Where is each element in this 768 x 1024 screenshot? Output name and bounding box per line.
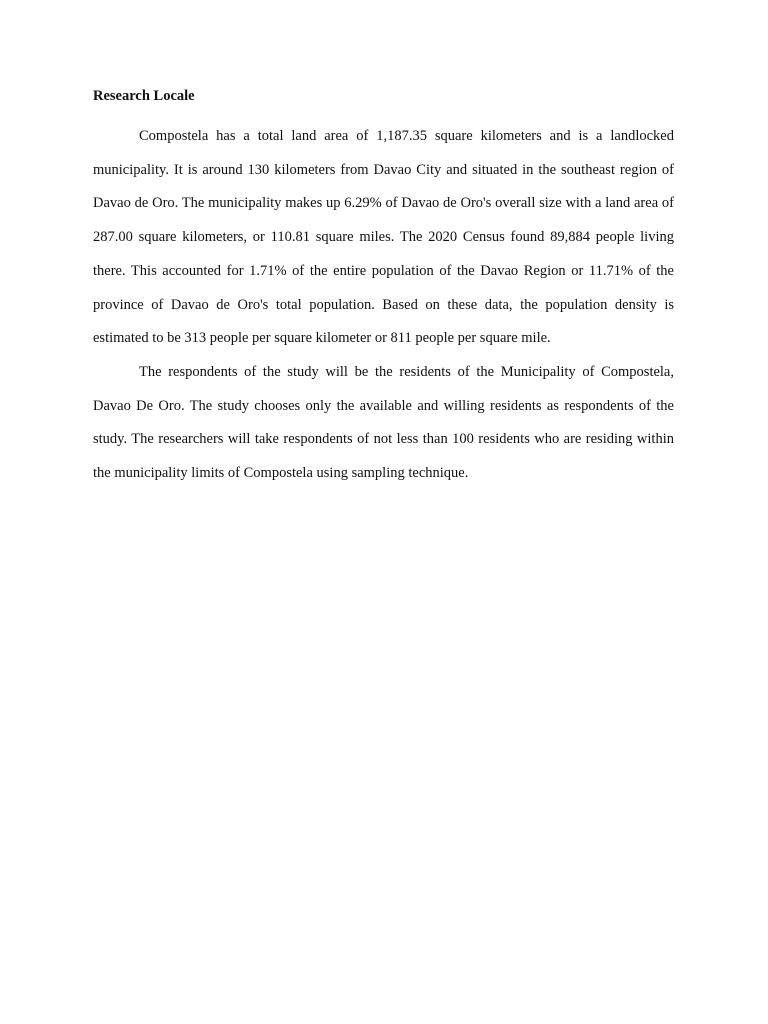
document-body: [93, 86, 674, 491]
paragraph-respondents: The respondents of the study will be the residents of the Municipality of Compostela, Davao De Oro. The study chooses only the available and willing residents as respondents of the study. The researchers will take respondents of not less than 100 residents who are residing within the municipality limits of Compostela using sampling technique.: [93, 363, 674, 482]
paragraph-land-area: Compostela has a total land area of 1,187.35 square kilometers and is a landlocked municipality. It is around 130 kilometers from Davao City and situated in the southeast region of Davao de Oro. The municipality makes up 6.29% of Davao de Oro's overall size with a land area of 287.00 square kilometers, or 110.81 square miles. The 2020 Census found 89,884 people living there. This accounted for 1.71% of the entire population of the Davao Region or 11.71% of the province of Davao de Oro's total population. Based on these data, the population density is estimated to be 313 people per square kilometer or 811 people per square mile.: [93, 128, 674, 347]
section-heading: Research Locale: [93, 88, 195, 104]
